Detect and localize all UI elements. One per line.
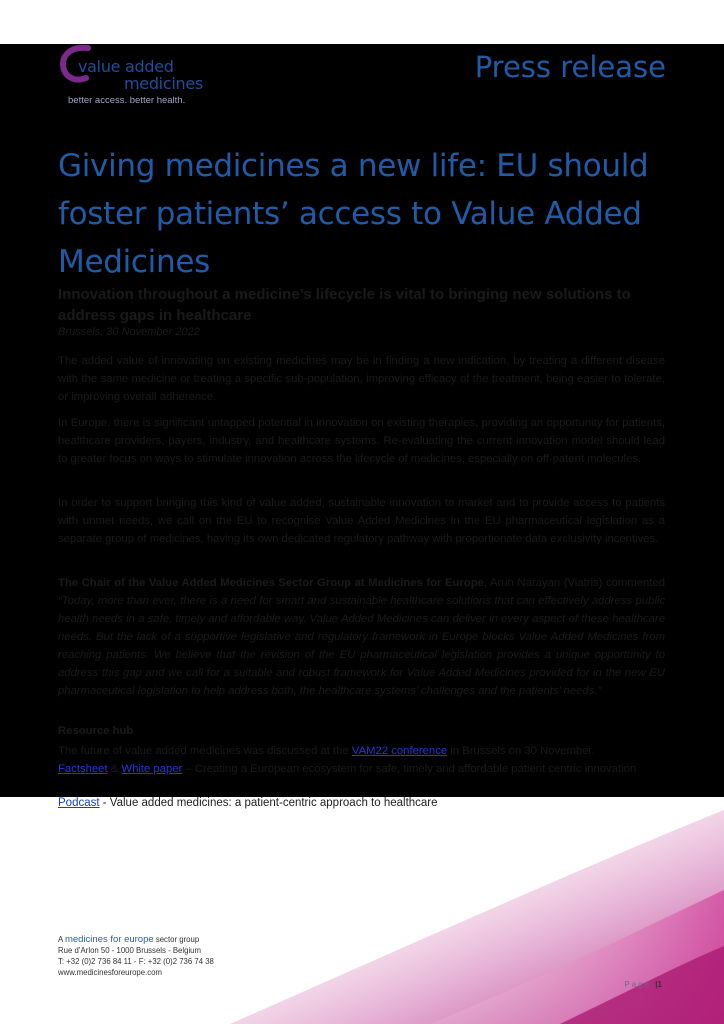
footer-address: Rue d’Arlon 50 - 1000 Brussels - Belgium <box>58 946 202 955</box>
page-number <box>624 980 662 989</box>
vam22-conference-link[interactable]: VAM22 conference <box>351 745 448 757</box>
logo-tagline: better access. better health. <box>68 95 186 106</box>
footer-phone: T: +32 (0)2 736 84 11 - F: +32 (0)2 736 74 38 <box>58 957 214 966</box>
resource-text: & <box>107 763 122 775</box>
resource-text: The future of value added medicines was discussed at the <box>58 745 352 757</box>
paragraph-1: The added value of innovating on existing medicines may be in finding a new indication, by treating a different disease with the same medicine or treating a specific sub-population, improving efficacy of the treatment, being easier to tolerate, or improving overall adherence. <box>58 355 665 403</box>
medicines-for-europe-brand: medicines for europe <box>64 934 154 945</box>
resource-text: in Brussels on 30 November. <box>447 745 595 757</box>
paragraph-2: In Europe, there is significant untapped potential in innovation on existing therapies, providing an opportunity for patients, healthcare providers, payers, industry, and healthcare systems. Re-evaluating the current innovation model should lead to greater focus on ways to stimulate innovation across the lifecycle of medicines, especially on off-patent molecules. <box>58 417 665 465</box>
resource-hub-title: Resource hub <box>58 725 134 737</box>
footer-sector-group <box>58 934 214 945</box>
value-added-medicines-logo <box>58 44 208 108</box>
page-label: Page <box>624 980 652 989</box>
paragraph-3: In order to support bringing this kind of value added, sustainable innovation to market and to provide access to patients with unmet needs, we call on the EU to recognise Value Added Medicines in the EU pharmaceutical legislation as a separate group of medicines, having its own dedicated regulatory pathway with proportionate data exclusivity incentives. <box>58 497 665 545</box>
press-release-label: Press release <box>474 50 666 84</box>
paragraph-4 <box>58 574 665 700</box>
headline: Giving medicines a new life: EU should foster patients’ access to Value Added Medicines <box>58 148 649 280</box>
resource-text: - Value added medicines: a patient-centric approach to healthcare <box>99 797 438 809</box>
commenter-name: , Arun Narayan (Viatris) commented <box>483 577 665 589</box>
footer <box>58 934 214 978</box>
quote-text: “Today, more than ever, there is a need for smart and sustainable healthcare solutions that can effectively address public health needs in a safe, timely and affordable way. Value Added Medicines can deliver in every aspect of these healthcare needs. But the lack of a supportive legislative and regulatory framework in Europe blocks Value Added Medicines from reaching patients. We believe that the revision of the EU pharmaceutical legislation provides a unique opportunity to address this gap and we call for a suitable and robust framework for Value Added Medicines provided for in the new EU pharmaceutical legislation to help address both, the healthcare systems’ challenges and the patients’ needs.” <box>58 595 665 697</box>
factsheet-link[interactable]: Factsheet <box>58 763 108 775</box>
podcast-link[interactable]: Podcast <box>58 797 100 809</box>
page-number-value: 1 <box>657 980 662 989</box>
white-paper-link[interactable]: White paper <box>121 763 183 775</box>
logo-text-line1: value added <box>78 57 174 76</box>
footer-text: A <box>58 935 65 944</box>
resource-text: – Creating a European ecosystem for safe, timely and affordable patient centric innovation <box>182 763 637 775</box>
chair-attribution: The Chair of the Value Added Medicines Sector Group at Medicines for Europe <box>58 577 484 589</box>
footer-text: sector group <box>153 935 200 944</box>
decorative-wave-graphic <box>0 800 724 1024</box>
page-separator: | <box>655 980 658 989</box>
logo-text-line2: medicines <box>124 74 203 93</box>
resource-line-documents <box>58 760 665 778</box>
resource-line-conference <box>58 742 665 760</box>
footer-website[interactable]: www.medicinesforeurope.com <box>58 968 163 977</box>
subheading: Innovation throughout a medicine’s lifecycle is vital to bringing new solutions to address gaps in healthcare <box>58 286 631 324</box>
dateline: Brussels, 30 November 2022 <box>58 326 200 338</box>
